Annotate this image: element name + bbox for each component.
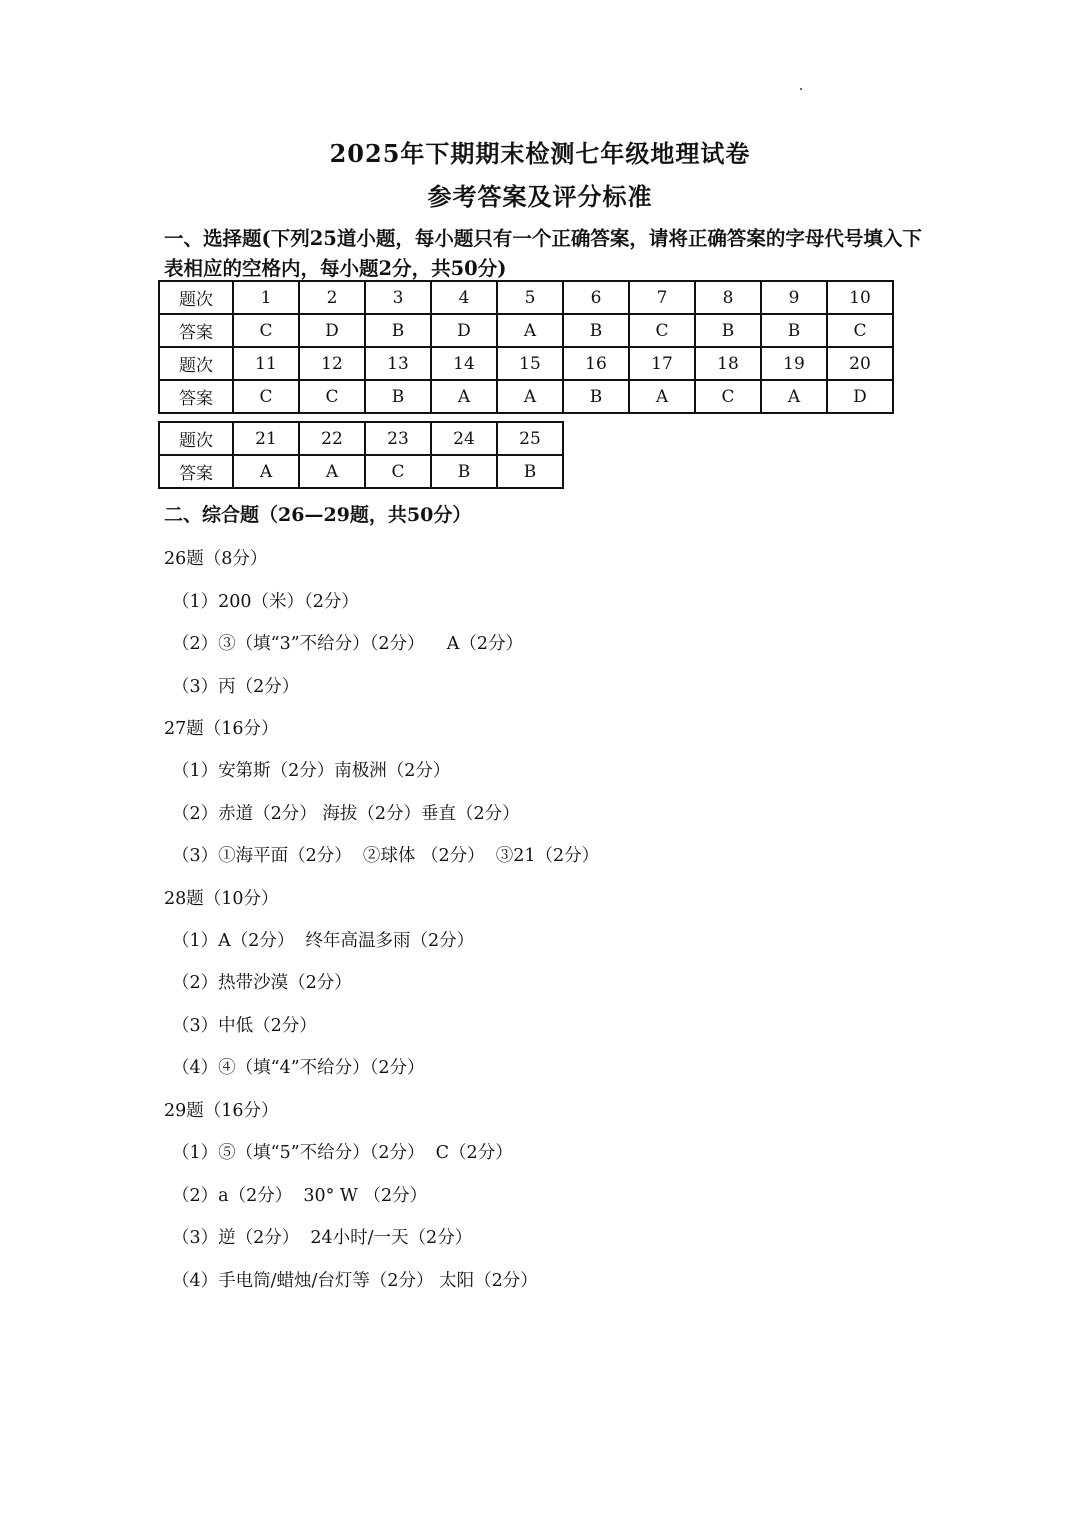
answer-cell: A	[431, 380, 497, 413]
question-29-title: 29题（16分）	[164, 1101, 279, 1121]
question-number: 23	[365, 422, 431, 455]
answer-cell: B	[563, 314, 629, 347]
question-number: 1	[233, 281, 299, 314]
answer-line: （3）逆（2分） 24小时/一天（2分）	[172, 1228, 473, 1248]
scan-speck	[800, 88, 802, 90]
question-number: 14	[431, 347, 497, 380]
question-number: 7	[629, 281, 695, 314]
table-row	[159, 380, 893, 413]
answer-cell: B	[497, 455, 563, 488]
answer-line: （2）a（2分） 30° W （2分）	[172, 1186, 428, 1206]
answer-cell: A	[497, 314, 563, 347]
page-subtitle: 参考答案及评分标准	[427, 182, 653, 211]
table-row	[159, 455, 563, 488]
answer-cell: C	[233, 380, 299, 413]
answer-cell: A	[233, 455, 299, 488]
row-label: 答案	[159, 455, 233, 488]
row-label: 题次	[159, 281, 233, 314]
section2-heading: 二、综合题（26—29题，共50分）	[164, 504, 472, 526]
question-number: 18	[695, 347, 761, 380]
question-number: 10	[827, 281, 893, 314]
answer-cell: B	[365, 314, 431, 347]
question-number: 6	[563, 281, 629, 314]
row-label: 答案	[159, 380, 233, 413]
question-number: 8	[695, 281, 761, 314]
section1-heading: 一、选择题(下列25道小题，每小题只有一个正确答案，请将正确答案的字母代号填入下表相应的空格内，每小题2分，共50分)	[164, 227, 922, 280]
table-row	[159, 314, 893, 347]
question-number: 4	[431, 281, 497, 314]
table-row	[159, 347, 893, 380]
answer-cell: A	[761, 380, 827, 413]
question-number: 17	[629, 347, 695, 380]
answer-cell: C	[365, 455, 431, 488]
answer-cell: D	[299, 314, 365, 347]
answer-cell: B	[563, 380, 629, 413]
question-number: 11	[233, 347, 299, 380]
answer-line: （3）丙（2分）	[172, 677, 300, 697]
answer-cell: D	[827, 380, 893, 413]
answer-line: （1）⑤（填“5”不给分）（2分） C（2分）	[172, 1143, 513, 1163]
question-28-title: 28题（10分）	[164, 889, 279, 909]
row-label: 题次	[159, 347, 233, 380]
question-26-title: 26题（8分）	[164, 549, 268, 569]
question-number: 25	[497, 422, 563, 455]
question-number: 22	[299, 422, 365, 455]
table-row	[159, 281, 893, 314]
answer-line: （1）安第斯（2分）南极洲（2分）	[172, 761, 451, 781]
row-label: 题次	[159, 422, 233, 455]
question-number: 3	[365, 281, 431, 314]
answer-cell: C	[629, 314, 695, 347]
question-number: 21	[233, 422, 299, 455]
question-number: 13	[365, 347, 431, 380]
answer-cell: B	[365, 380, 431, 413]
answer-table-short	[158, 421, 564, 489]
answer-line: （3）中低（2分）	[172, 1016, 317, 1036]
answer-line: （3）①海平面（2分） ②球体 （2分） ③21（2分）	[172, 846, 600, 866]
answer-table	[158, 280, 894, 414]
answer-line: （2）③（填“3”不给分）（2分） A（2分）	[172, 634, 524, 654]
question-number: 20	[827, 347, 893, 380]
answer-cell: C	[299, 380, 365, 413]
question-number: 12	[299, 347, 365, 380]
question-number: 19	[761, 347, 827, 380]
question-number: 9	[761, 281, 827, 314]
question-number: 24	[431, 422, 497, 455]
question-number: 16	[563, 347, 629, 380]
question-number: 2	[299, 281, 365, 314]
answer-cell: B	[695, 314, 761, 347]
question-number: 5	[497, 281, 563, 314]
question-number: 15	[497, 347, 563, 380]
answer-cell: B	[761, 314, 827, 347]
answer-line: （1）A（2分） 终年高温多雨（2分）	[172, 931, 475, 951]
answer-line: （1）200（米）（2分）	[172, 592, 359, 612]
answer-cell: C	[695, 380, 761, 413]
question-27-title: 27题（16分）	[164, 719, 279, 739]
answer-cell: D	[431, 314, 497, 347]
answer-cell: A	[299, 455, 365, 488]
answer-cell: C	[233, 314, 299, 347]
table-row	[159, 422, 563, 455]
answer-cell: B	[431, 455, 497, 488]
answer-line: （4）手电筒/蜡烛/台灯等（2分） 太阳（2分）	[172, 1271, 538, 1291]
answer-cell: A	[629, 380, 695, 413]
answer-cell: C	[827, 314, 893, 347]
answer-line: （4）④（填“4”不给分）（2分）	[172, 1058, 425, 1078]
page-title: 2025年下期期末检测七年级地理试卷	[329, 139, 751, 168]
answer-line: （2）热带沙漠（2分）	[172, 973, 352, 993]
answer-line: （2）赤道（2分） 海拔（2分）垂直（2分）	[172, 804, 520, 824]
answer-cell: A	[497, 380, 563, 413]
row-label: 答案	[159, 314, 233, 347]
